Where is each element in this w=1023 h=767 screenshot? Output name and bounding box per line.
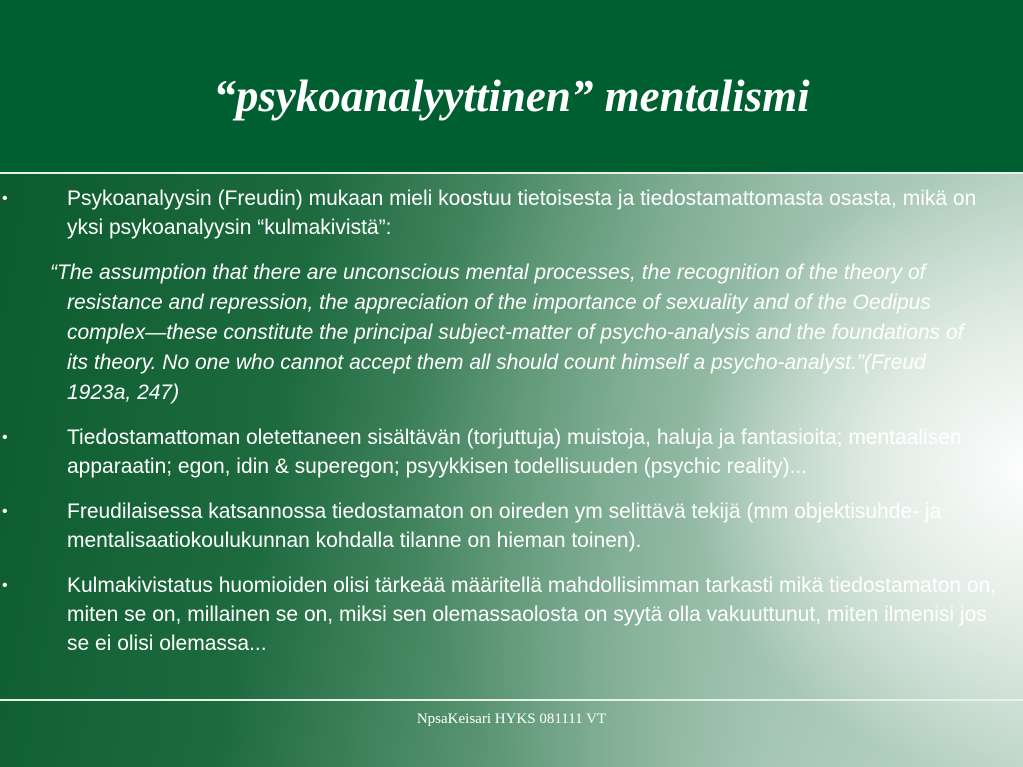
bullet-item-definition <box>0 571 1023 658</box>
bullet-item-freudian-view <box>0 497 1023 555</box>
bullet-item-content <box>0 423 1023 481</box>
bullet-text: Kulmakivistatus huomioiden olisi tärkeää määritellä mahdollisimman tarkasti mikä tiedostamaton on, miten se on, millainen se on, miksi sen olemassaolosta on syytä olla vakuuttunut, miten ilmenisi jos se ei olisi olemassa... <box>67 574 997 655</box>
freud-quote: “The assumption that there are unconscious mental processes, the recognition of the theory of resistance and repression, the appreciation of the importance of sexuality and of the Oedipus complex—these constitute the principal subject-matter of psycho-analysis and the foundations of its theory. No one who cannot accept them all should count himself a psycho-analyst.”(Freud 1923a, 247) <box>50 261 964 404</box>
bullet-icon: • <box>2 429 8 446</box>
slide-body <box>0 184 1023 674</box>
bullet-text: Freudilaisessa katsannossa tiedostamaton on oireden ym selittävä tekijä (mm objektisuhde- ja mentalisaatiokoulukunnan kohdalla tilanne on hieman toinen). <box>67 500 942 552</box>
footer-divider <box>0 699 1023 701</box>
bullet-icon: • <box>2 190 8 207</box>
bullet-icon: • <box>2 503 8 520</box>
slide-title: “psykoanalyyttinen” mentalismi <box>213 71 810 121</box>
bullet-item-unconscious <box>0 184 1023 242</box>
bullet-text: Psykoanalyysin (Freudin) mukaan mieli koostuu tietoisesta ja tiedostamattomasta osasta, mikä on yksi psykoanalyysin “kulmakivistä”: <box>67 187 977 239</box>
bullet-icon: • <box>2 577 8 594</box>
bullet-text: Tiedostamattoman oletettaneen sisältävän (torjuttuja) muistoja, haluja ja fantasioita; mentaalisen apparaatin; egon, idin & superegon; psyykkisen todellisuuden (psychic reality)... <box>67 426 962 478</box>
title-bar <box>0 0 1023 174</box>
slide-footer: NpsaKeisari HYKS 081111 VT <box>416 711 607 727</box>
